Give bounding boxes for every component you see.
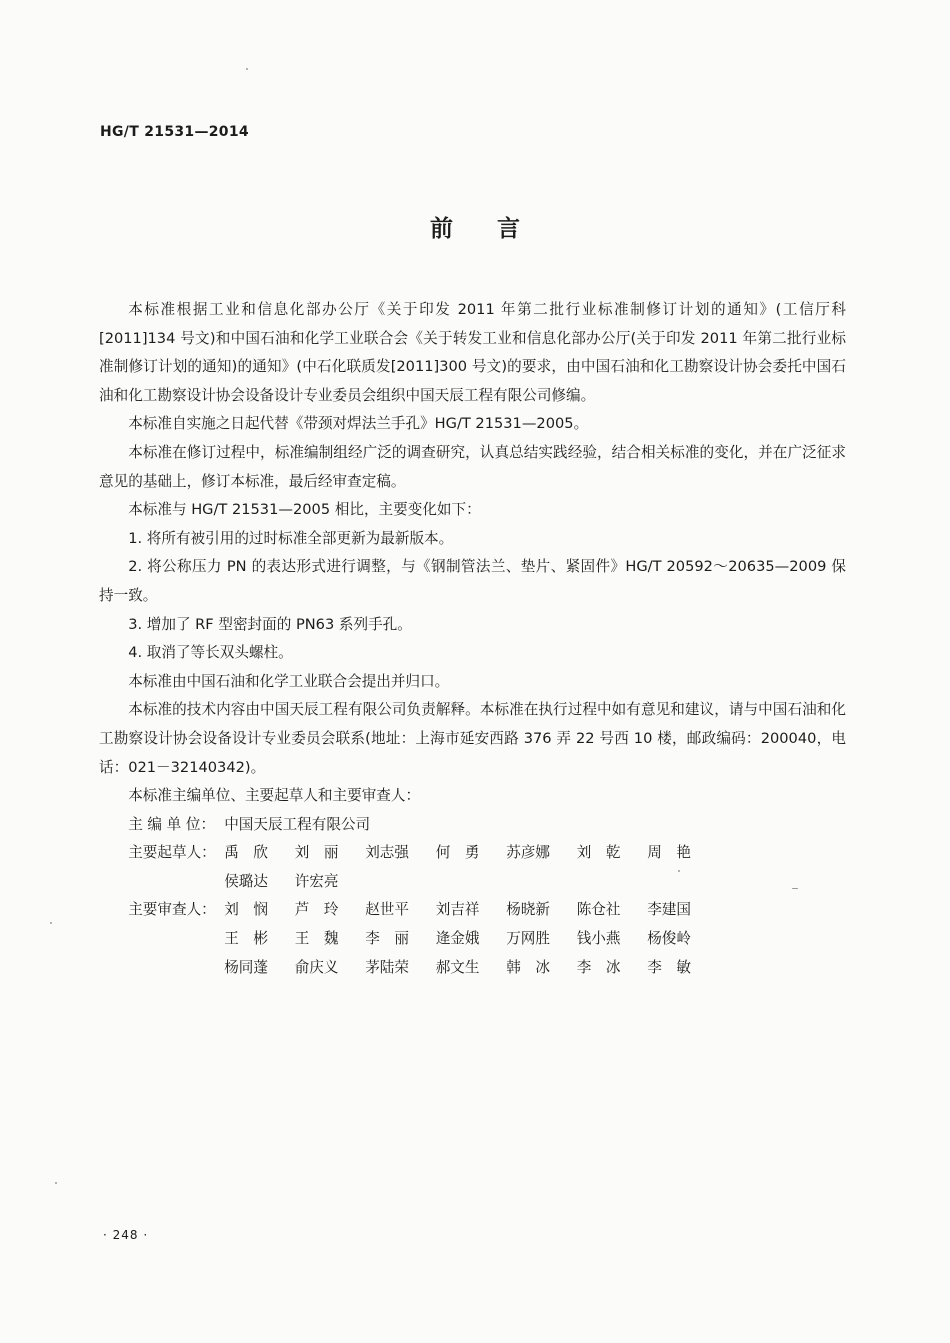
- drafter-name: 禹 欣: [224, 844, 268, 862]
- paragraph: 本标准在修订过程中，标准编制组经广泛的调查研究，认真总结实践经验，结合相关标准的变化，并在广泛征求意见的基础上，修订本标准，最后经审查定稿。: [99, 443, 846, 490]
- editor-unit-label: 主 编 单 位：: [128, 815, 216, 833]
- editor-unit-row: [99, 811, 846, 840]
- preface-body: [99, 296, 846, 982]
- page-title: 前言: [430, 216, 564, 242]
- change-item: 2. 将公称压力 PN 的表达形式进行调整，与《钢制管法兰、垫片、紧固件》HG/T 20592～20635—2009 保持一致。: [99, 558, 846, 604]
- reviewer-name: 李 丽: [365, 930, 409, 948]
- reviewers-row: [99, 896, 846, 982]
- reviewer-name: 刘 悯: [224, 901, 268, 919]
- scan-speck: [678, 870, 680, 872]
- page-number: · 248 ·: [103, 1228, 149, 1242]
- reviewer-name: 俞庆义: [294, 958, 339, 976]
- drafter-name: 侯璐达: [224, 872, 268, 890]
- reviewer-name: 茅陆荣: [365, 958, 409, 976]
- drafter-name: 许宏亮: [294, 872, 339, 890]
- drafter-name: 刘志强: [365, 844, 409, 862]
- paragraph: 本标准由中国石油和化学工业联合会提出并归口。: [128, 672, 450, 690]
- drafters-label: 主要起草人：: [128, 844, 216, 862]
- drafters-row: [99, 839, 846, 896]
- scan-speck: [792, 888, 798, 889]
- scan-speck: [246, 68, 248, 70]
- reviewer-name: 韩 冰: [506, 958, 550, 976]
- change-item: 3. 增加了 RF 型密封面的 PN63 系列手孔。: [128, 615, 412, 633]
- paragraph: 本标准与 HG/T 21531—2005 相比，主要变化如下：: [128, 501, 481, 519]
- drafters-names: [224, 839, 718, 896]
- editor-unit-value: 中国天辰工程有限公司: [224, 815, 371, 833]
- reviewer-name: 王 彬: [224, 930, 268, 948]
- reviewers-names: [224, 896, 718, 982]
- reviewer-name: 王 魏: [294, 930, 339, 948]
- drafter-name: 刘 丽: [294, 844, 339, 862]
- document-code: HG/T 21531—2014: [100, 124, 249, 140]
- reviewers-label: 主要审查人：: [128, 901, 216, 919]
- scan-speck: [50, 922, 52, 924]
- paragraph: 本标准根据工业和信息化部办公厅《关于印发 2011 年第二批行业标准制修订计划的通知》(工信厅科[2011]134 号文)和中国石油和化学工业联合会《关于转发工业和信息化部办公厅(关于印发 2011 年第二批行业标准制修订计划的通知)的通知》(中石化联质发[2011]300 号文)的要求，由中国石油和化工勘察设计协会委托中国石油和化工勘察设计协会设备设计专业委员会组织中国天辰工程有限公司修编。: [99, 301, 846, 404]
- reviewer-name: 杨同蓬: [224, 958, 268, 976]
- reviewer-name: 刘吉祥: [435, 901, 480, 919]
- drafter-name: 周 艳: [647, 844, 691, 862]
- drafter-name: 何 勇: [435, 844, 480, 862]
- roles-section: [99, 811, 846, 983]
- paragraph: 本标准自实施之日起代替《带颈对焊法兰手孔》HG/T 21531—2005。: [128, 415, 589, 433]
- reviewer-name: 赵世平: [365, 901, 409, 919]
- reviewer-name: 逄金娥: [435, 930, 480, 948]
- reviewer-name: 钱小燕: [576, 930, 621, 948]
- reviewer-name: 杨晓新: [506, 901, 550, 919]
- drafter-name: 刘 乾: [576, 844, 621, 862]
- reviewer-name: 芦 玲: [294, 901, 339, 919]
- paragraph: 本标准主编单位、主要起草人和主要审查人：: [128, 787, 421, 805]
- scan-speck: [55, 1182, 57, 1184]
- paragraph: 本标准的技术内容由中国天辰工程有限公司负责解释。本标准在执行过程中如有意见和建议，请与中国石油和化工勘察设计协会设备设计专业委员会联系(地址：上海市延安西路 376 弄 22 号西 10 楼，邮政编码：200040，电话：021－32140342)。: [99, 701, 846, 776]
- reviewer-name: 李建国: [647, 901, 691, 919]
- reviewer-name: 李 冰: [576, 958, 621, 976]
- reviewer-name: 杨俊岭: [647, 930, 691, 948]
- change-item: 4. 取消了等长双头螺柱。: [128, 644, 293, 662]
- reviewer-name: 万网胜: [506, 930, 550, 948]
- reviewer-name: 李 敏: [647, 958, 691, 976]
- change-item: 1. 将所有被引用的过时标准全部更新为最新版本。: [128, 529, 454, 547]
- drafter-name: 苏彦娜: [506, 844, 550, 862]
- reviewer-name: 郝文生: [435, 958, 480, 976]
- reviewer-name: 陈仓社: [576, 901, 621, 919]
